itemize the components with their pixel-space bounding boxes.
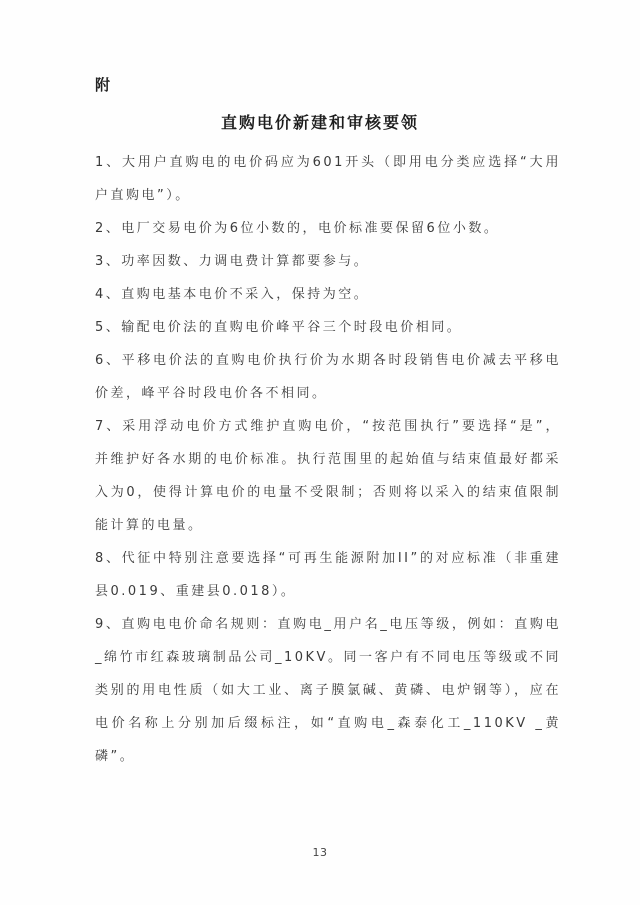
attachment-label: 附: [95, 76, 112, 94]
list-item-4: 4、直购电基本电价不采入，保持为空。: [95, 287, 370, 302]
document-title: 直购电价新建和审核要领: [220, 113, 419, 132]
page-number: 13: [312, 846, 328, 859]
list-item-2: 2、电厂交易电价为6位小数的，电价标准要保留6位小数。: [95, 221, 500, 236]
list-item-3: 3、功率因数、力调电费计算都要参与。: [95, 254, 370, 269]
list-item-1: 1、大用户直购电的电价码应为601开头（即用电分类应选择“大用户直购电”）。: [95, 155, 561, 203]
list-item-6: 6、平移电价法的直购电价执行价为水期各时段销售电价减去平移电价差，峰平谷时段电价各不相同。: [95, 353, 561, 401]
list-item-8: 8、代征中特别注意要选择“可再生能源附加II”的对应标准（非重建县0.019、重建县0.018）。: [95, 551, 561, 599]
document-body: [95, 146, 561, 773]
list-item-7: 7、采用浮动电价方式维护直购电价，“按范围执行”要选择“是”，并维护好各水期的电价标准。执行范围里的起始值与结束值最好都采入为0，使得计算电价的电量不受限制；否则将以采入的结束值限制能计算的电量。: [95, 419, 561, 533]
list-item-9: 9、直购电电价命名规则：直购电_用户名_电压等级，例如：直购电_绵竹市红森玻璃制品公司_10KV。同一客户有不同电压等级或不同类别的用电性质（如大工业、离子膜氯碱、黄磷、电炉钢等），应在电价名称上分别加后缀标注，如“直购电_森泰化工_110KV _黄磷”。: [95, 617, 561, 764]
list-item-5: 5、输配电价法的直购电价峰平谷三个时段电价相同。: [95, 320, 463, 335]
